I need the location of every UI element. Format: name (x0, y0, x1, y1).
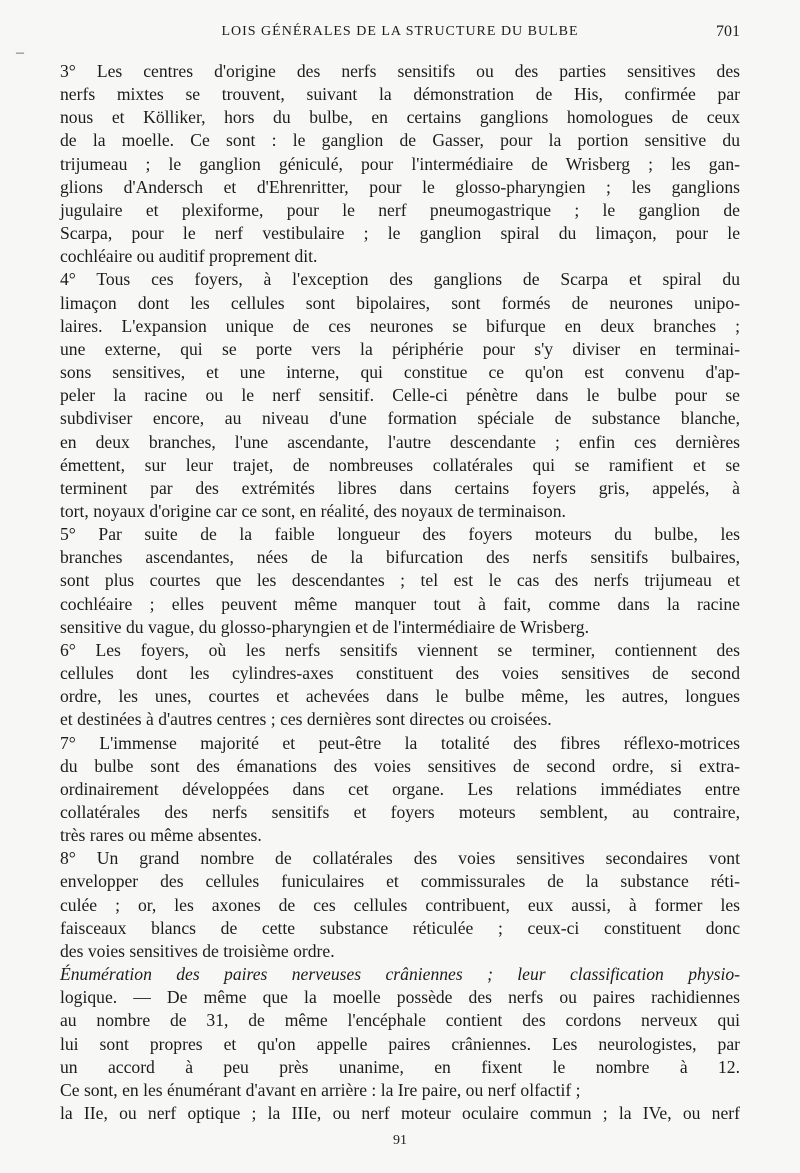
text-line: cochléaire ; elles peuvent même manquer tout à fait, comme dans la racine (60, 593, 740, 614)
text-line: 5° Par suite de la faible longueur des foyers moteurs du bulbe, les (60, 524, 740, 545)
text-line: sensitive du vague, du glosso-pharyngien et de l'intermédiaire de Wrisberg. (60, 616, 589, 637)
text-line: sont plus courtes que les descendantes ; tel est le cas des nerfs trijumeau et (60, 570, 740, 591)
text-line: nerfs mixtes se trouvent, suivant la démonstration de His, confirmée par (60, 84, 740, 105)
text-line: subdiviser encore, au niveau d'une formation spéciale de substance blanche, (60, 408, 740, 429)
text-line: ordinairement développées dans cet organe. Les relations immédiates entre (60, 778, 740, 799)
text-line: et destinées à d'autres centres ; ces dernières sont directes ou croisées. (60, 709, 552, 730)
text-line: Ce sont, en les énumérant d'avant en arrière : la Ire paire, ou nerf olfactif ; (60, 1079, 581, 1100)
text-line: 8° Un grand nombre de collatérales des voies sensitives secondaires vont (60, 848, 740, 869)
text-line: faisceaux blancs de cette substance réticulée ; ceux-ci constituent donc (60, 917, 740, 938)
text-line: trijumeau ; le ganglion géniculé, pour l'intermédiaire de Wrisberg ; les gan- (60, 153, 740, 174)
text-line: au nombre de 31, de même l'encéphale contient des cordons nerveux qui (60, 1010, 740, 1031)
text-line: lui sont propres et qu'on appelle paires crâniennes. Les neurologistes, par (60, 1033, 740, 1054)
running-title: LOIS GÉNÉRALES DE LA STRUCTURE DU BULBE (221, 24, 579, 39)
text-line: 6° Les foyers, où les nerfs sensitifs viennent se terminer, contiennent des (60, 639, 740, 660)
page-number: 701 (716, 23, 740, 40)
text-line: limaçon dont les cellules sont bipolaires, sont formés de neurones unipo- (60, 292, 740, 313)
text-line: 4° Tous ces foyers, à l'exception des ganglions de Scarpa et spiral du (60, 269, 740, 290)
text-line: en deux branches, l'une ascendante, l'autre descendante ; enfin ces dernières (60, 431, 740, 452)
text-line: de la moelle. Ce sont : le ganglion de Gasser, pour la portion sensitive du (60, 130, 740, 151)
text-line: collatérales des nerfs sensitifs et foyers moteurs semblent, au contraire, (60, 802, 740, 822)
text-line: glions d'Andersch et d'Ehrenritter, pour le glosso-pharyngien ; les ganglions (60, 176, 740, 197)
text-line: ordre, les unes, courtes et achevées dans le bulbe même, les autres, longues (60, 686, 740, 707)
text-line: sons sensitives, et une interne, qui constitue ce qu'on est convenu d'ap- (60, 362, 740, 383)
page-header (60, 20, 740, 44)
text-line: culée ; or, les axones de ces cellules contribuent, eux aussi, à former les (60, 894, 740, 915)
text-line: la IIe, ou nerf optique ; la IIIe, ou nerf moteur oculaire commun ; la IVe, ou nerf (60, 1103, 740, 1124)
text-line: terminent par des extrémités libres dans certains foyers gris, appelés, à (60, 477, 740, 498)
text-line: Scarpa, pour le nerf vestibulaire ; le ganglion spiral du limaçon, pour le (60, 223, 740, 244)
text-line: branches ascendantes, nées de la bifurcation des nerfs sensitifs bulbaires, (60, 547, 740, 568)
text-line: 3° Les centres d'origine des nerfs sensitifs ou des parties sensitives des (60, 61, 740, 81)
text-line: du bulbe sont des émanations des voies sensitives de second ordre, si extra- (60, 755, 740, 776)
text-line: cellules dont les cylindres-axes constituent des voies sensitives de second (60, 663, 740, 684)
signature-mark: 91 (393, 1133, 407, 1148)
section-heading-line: Énumération des paires nerveuses crâniennes ; leur classification physio- (60, 964, 740, 985)
text-line: 7° L'immense majorité et peut-être la totalité des fibres réflexo-motrices (60, 732, 740, 753)
text-line: logique. — De même que la moelle possède des nerfs ou paires rachidiennes (60, 987, 740, 1008)
text-line: envelopper des cellules funiculaires et commissurales de la substance réti- (60, 871, 740, 892)
text-line: laires. L'expansion unique de ces neurones se bifurque en deux branches ; (60, 315, 740, 336)
text-line: tort, noyaux d'origine car ce sont, en réalité, des noyaux de terminaison. (60, 500, 566, 521)
text-line: un accord à peu près unanime, en fixent le nombre à 12. (60, 1056, 740, 1077)
body-text (60, 60, 740, 1125)
text-line: des voies sensitives de troisième ordre. (60, 940, 335, 961)
text-line: peler la racine ou le nerf sensitif. Celle-ci pénètre dans le bulbe pour se (60, 385, 740, 406)
margin-mark: – (16, 44, 24, 61)
text-line: une externe, qui se porte vers la périphérie pour s'y diviser en terminai- (60, 338, 740, 359)
text-line: très rares ou même absentes. (60, 825, 262, 846)
text-line: nous et Kölliker, hors du bulbe, en certains ganglions homologues de ceux (60, 107, 740, 128)
text-line: émettent, sur leur trajet, de nombreuses collatérales qui se ramifient et se (60, 454, 740, 475)
text-line: cochléaire ou auditif proprement dit. (60, 246, 318, 267)
text-line: jugulaire et plexiforme, pour le nerf pneumogastrique ; le ganglion de (60, 199, 740, 220)
